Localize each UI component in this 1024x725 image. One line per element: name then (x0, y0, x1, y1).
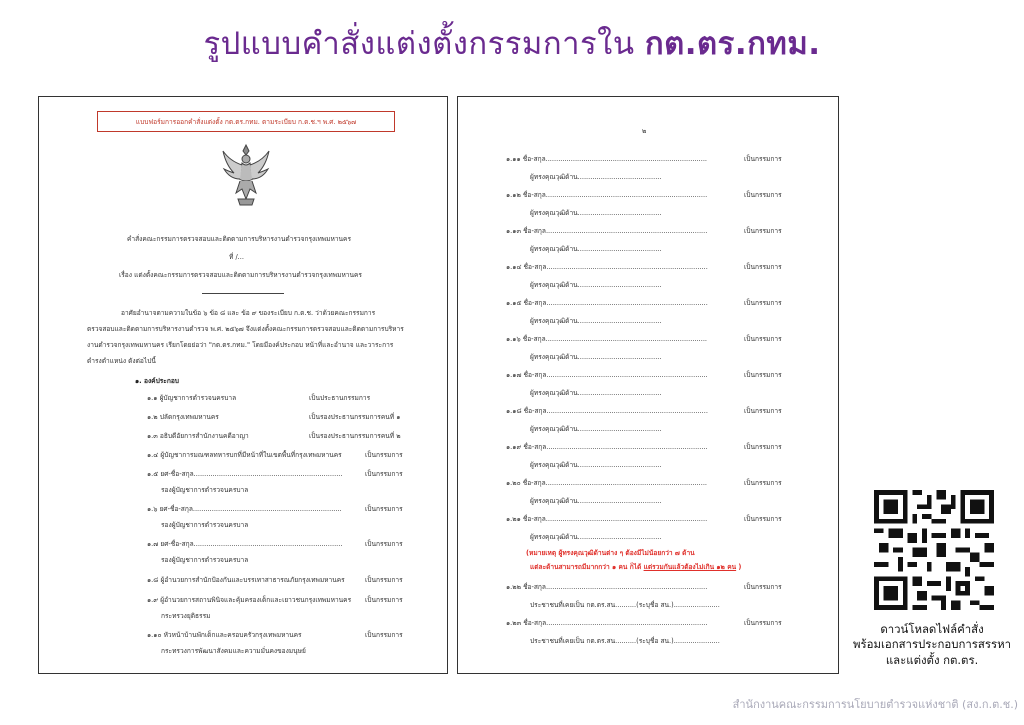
qr-caption (840, 622, 1024, 668)
member-1-11-role: เป็นกรรมการ (744, 155, 782, 163)
qr-caption-line-3: และแต่งตั้ง กต.ตร. (885, 652, 979, 667)
member-1-16-sub: ผู้ทรงคุณวุฒิด้าน........................................ (530, 353, 662, 361)
member-1-6-sub: รองผู้บัญชาการตำรวจนครบาล (161, 521, 249, 529)
member-1-13-sub: ผู้ทรงคุณวุฒิด้าน........................................ (530, 245, 662, 253)
member-1-23-role: เป็นกรรมการ (744, 619, 782, 627)
member-1-9-role: เป็นกรรมการ (365, 596, 403, 604)
member-1-21-sub: ผู้ทรงคุณวุฒิด้าน........................................ (530, 533, 662, 541)
page-title (0, 18, 1024, 68)
order-subject: เรื่อง แต่งตั้งคณะกรรมการตรวจสอบและติดตามการบริหารงานตำรวจกรุงเทพมหานคร (119, 271, 362, 279)
preamble-line-2: ตรวจสอบและติดตามการบริหารงานตำรวจ พ.ศ. ๒๕๖๗ จึงแต่งตั้งคณะกรรมการตรวจสอบและติดตามการบริหาร (87, 325, 404, 333)
member-1-22-role: เป็นกรรมการ (744, 583, 782, 591)
member-1-2-role: เป็นรองประธานกรรมการคนที่ ๑ (309, 413, 401, 421)
member-1-9-sub: กระทรวงยุติธรรม (161, 612, 211, 620)
note-line-2-b: แต่รวมกันแล้วต้องไม่เกิน ๑๒ คน (643, 563, 737, 571)
member-1-17-label: ๑.๑๗ ชื่อ-สกุล............................................................................. (506, 371, 708, 379)
member-1-9-label: ๑.๙ ผู้อำนวยการสถานพินิจและคุ้มครองเด็กและเยาวชนกรุงเทพมหานคร (147, 596, 352, 604)
order-title: คำสั่งคณะกรรมการตรวจสอบและติดตามการบริหารงานตำรวจกรุงเทพมหานคร (127, 235, 352, 243)
member-1-14-label: ๑.๑๔ ชื่อ-สกุล............................................................................. (506, 263, 708, 271)
title-emphasis: กต.ตร.กทม. (644, 26, 821, 62)
member-1-12-role: เป็นกรรมการ (744, 191, 782, 199)
member-1-7-sub: รองผู้บัญชาการตำรวจนครบาล (161, 556, 249, 564)
member-1-2-label: ๑.๒ ปลัดกรุงเทพมหานคร (147, 413, 219, 421)
preamble-line-3: งานตำรวจกรุงเทพมหานคร เรียกโดยย่อว่า "กต.ตร.กทม." โดยมีองค์ประกอบ หน้าที่และอำนาจ และวาระการ (87, 341, 394, 349)
section-heading: ๑. องค์ประกอบ (135, 377, 179, 385)
member-1-15-label: ๑.๑๕ ชื่อ-สกุล............................................................................. (506, 299, 708, 307)
member-1-1-role: เป็นประธานกรรมการ (309, 394, 371, 402)
member-1-3-label: ๑.๓ อธิบดีอัยการสำนักงานคดีอาญา (147, 432, 249, 440)
member-1-7-label: ๑.๗ ยศ-ชื่อ-สกุล....................................................................... (147, 540, 343, 548)
member-1-20-role: เป็นกรรมการ (744, 479, 782, 487)
member-1-18-sub: ผู้ทรงคุณวุฒิด้าน........................................ (530, 425, 662, 433)
note-line-2-c: ) (736, 563, 742, 571)
page-number: ๒ (642, 127, 647, 135)
preamble-line-4: ดำรงตำแหน่ง ดังต่อไปนี้ (87, 357, 156, 365)
member-1-21-label: ๑.๒๑ ชื่อ-สกุล............................................................................. (506, 515, 708, 523)
member-1-22-label: ๑.๒๒ ชื่อ-สกุล............................................................................. (506, 583, 708, 591)
member-1-12-label: ๑.๑๒ ชื่อ-สกุล............................................................................. (506, 191, 708, 199)
member-1-18-role: เป็นกรรมการ (744, 407, 782, 415)
member-1-15-sub: ผู้ทรงคุณวุฒิด้าน........................................ (530, 317, 662, 325)
qr-caption-line-2: พร้อมเอกสารประกอบการสรรหา (852, 637, 1011, 652)
member-1-5-label: ๑.๕ ยศ-ชื่อ-สกุล....................................................................... (147, 470, 343, 478)
member-1-19-role: เป็นกรรมการ (744, 443, 782, 451)
member-1-14-sub: ผู้ทรงคุณวุฒิด้าน........................................ (530, 281, 662, 289)
member-1-21-role: เป็นกรรมการ (744, 515, 782, 523)
member-1-1-label: ๑.๑ ผู้บัญชาการตำรวจนครบาล (147, 394, 237, 402)
member-1-23-sub: ประชาชนที่เคยเป็น กต.ตร.สน..........(ระบุชื่อ สน.)...................... (530, 637, 720, 645)
qr-caption-line-1: ดาวน์โหลดไฟล์คำสั่ง (880, 622, 984, 636)
document-page-1 (38, 96, 448, 674)
member-1-3-role: เป็นรองประธานกรรมการคนที่ ๒ (309, 432, 401, 440)
divider (202, 293, 284, 294)
member-1-19-sub: ผู้ทรงคุณวุฒิด้าน........................................ (530, 461, 662, 469)
member-1-18-label: ๑.๑๘ ชื่อ-สกุล............................................................................. (506, 407, 708, 415)
member-1-8-role: เป็นกรรมการ (365, 576, 403, 584)
member-1-5-sub: รองผู้บัญชาการตำรวจนครบาล (161, 486, 249, 494)
member-1-15-role: เป็นกรรมการ (744, 299, 782, 307)
qr-code-icon[interactable] (874, 490, 994, 610)
member-1-12-sub: ผู้ทรงคุณวุฒิด้าน........................................ (530, 209, 662, 217)
member-1-20-sub: ผู้ทรงคุณวุฒิด้าน........................................ (530, 497, 662, 505)
member-1-10-label: ๑.๑๐ หัวหน้าบ้านพักเด็กและครอบครัวกรุงเทพมหานคร (147, 631, 302, 639)
member-1-7-role: เป็นกรรมการ (365, 540, 403, 548)
note-line-1: (หมายเหตุ ผู้ทรงคุณวุฒิด้านต่าง ๆ ต้องมีไม่น้อยกว่า ๗ ด้าน (526, 549, 695, 557)
title-prefix: รูปแบบคำสั่งแต่งตั้งกรรมการใน (203, 26, 635, 62)
document-page-2 (457, 96, 839, 674)
member-1-16-role: เป็นกรรมการ (744, 335, 782, 343)
form-header-box (97, 111, 395, 132)
member-1-17-sub: ผู้ทรงคุณวุฒิด้าน........................................ (530, 389, 662, 397)
member-1-22-sub: ประชาชนที่เคยเป็น กต.ตร.สน..........(ระบุชื่อ สน.)...................... (530, 601, 720, 609)
member-1-23-label: ๑.๒๓ ชื่อ-สกุล............................................................................. (506, 619, 708, 627)
preamble-line-1: อาศัยอำนาจตามความในข้อ ๖ ข้อ ๘ และ ข้อ ๙ ของระเบียบ ก.ต.ช. ว่าด้วยคณะกรรมการ (121, 309, 376, 317)
member-1-10-role: เป็นกรรมการ (365, 631, 403, 639)
footer-agency: สำนักงานคณะกรรมการนโยบายตำรวจแห่งชาติ (สง.ก.ต.ช.) (732, 698, 1018, 711)
member-1-8-label: ๑.๘ ผู้อำนวยการสำนักป้องกันและบรรเทาสาธารณภัยกรุงเทพมหานคร (147, 576, 345, 584)
member-1-17-role: เป็นกรรมการ (744, 371, 782, 379)
member-1-4-role: เป็นกรรมการ (365, 451, 403, 459)
member-1-5-role: เป็นกรรมการ (365, 470, 403, 478)
member-1-11-sub: ผู้ทรงคุณวุฒิด้าน........................................ (530, 173, 662, 181)
member-1-16-label: ๑.๑๖ ชื่อ-สกุล............................................................................. (506, 335, 708, 343)
member-1-14-role: เป็นกรรมการ (744, 263, 782, 271)
member-1-6-label: ๑.๖ ยศ-ชื่อ-สกุล....................................................................... (147, 505, 342, 513)
member-1-13-role: เป็นกรรมการ (744, 227, 782, 235)
member-1-6-role: เป็นกรรมการ (365, 505, 403, 513)
member-1-11-label: ๑.๑๑ ชื่อ-สกุล............................................................................. (506, 155, 708, 163)
member-1-4-label: ๑.๔ ผู้บัญชาการมณฑลทหารบกที่มีหน้าที่ในเขตพื้นที่กรุงเทพมหานคร (147, 451, 342, 459)
form-header-text: แบบฟอร์มการออกคำสั่งแต่งตั้ง กต.ตร.กทม. ตามระเบียบ ก.ต.ช.ฯ พ.ศ. ๒๕๖๗ (135, 118, 357, 126)
member-1-10-sub: กระทรวงการพัฒนาสังคมและความมั่นคงของมนุษย์ (161, 647, 306, 655)
note-line-2 (530, 563, 741, 572)
member-1-19-label: ๑.๑๙ ชื่อ-สกุล............................................................................. (506, 443, 708, 451)
note-line-2-a: แต่ละด้านสามารถมีมากกว่า ๑ คน ก็ได้ (530, 563, 644, 571)
order-number: ที่ /... (229, 253, 244, 261)
garuda-emblem-icon (220, 143, 272, 207)
member-1-13-label: ๑.๑๓ ชื่อ-สกุล............................................................................. (506, 227, 708, 235)
member-1-20-label: ๑.๒๐ ชื่อ-สกุล............................................................................. (506, 479, 708, 487)
